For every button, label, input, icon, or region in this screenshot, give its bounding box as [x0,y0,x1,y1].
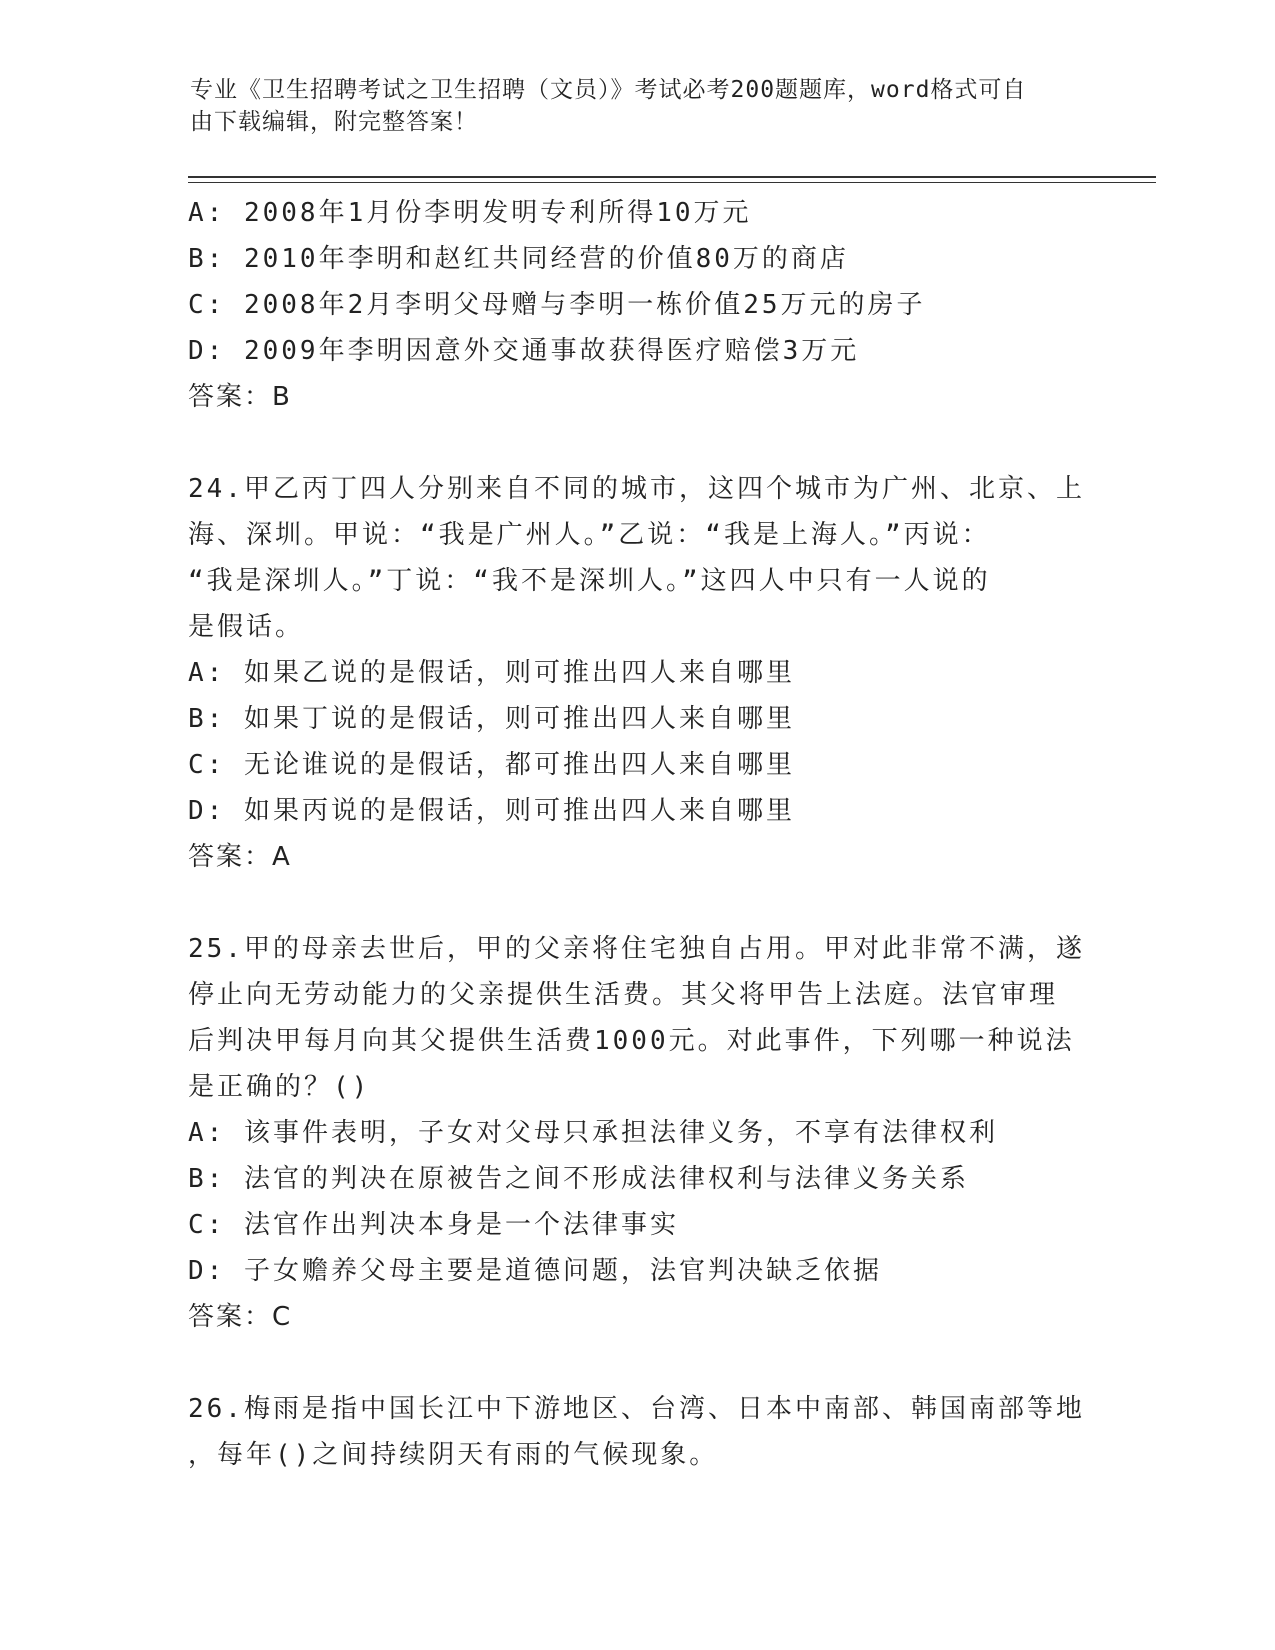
spacer [188,1340,1088,1386]
option-a: A: 2008年1月份李明发明专利所得10万元 [188,198,752,228]
header-line-2: 由下载编辑，附完整答案！ [190,109,478,135]
question-26 [188,1386,1088,1478]
question-stem-line: 后判决甲每月向其父提供生活费1000元。对此事件，下列哪一种说法 [188,1026,1075,1056]
question-stem-line: 海、深圳。甲说：“我是广州人。”乙说：“我是上海人。”丙说： [188,520,991,550]
question-25 [188,926,1088,1340]
spacer [188,420,1088,466]
option-d: D: 子女赡养父母主要是道德问题，法官判决缺乏依据 [188,1256,882,1286]
option-a: A: 如果乙说的是假话，则可推出四人来自哪里 [188,658,795,688]
option-b: B: 法官的判决在原被告之间不形成法律权利与法律义务关系 [188,1164,969,1194]
option-c: C: 2008年2月李明父母赠与李明一栋价值25万元的房子 [188,290,926,320]
option-b: B: 2010年李明和赵红共同经营的价值80万的商店 [188,244,849,274]
document-header [190,74,1080,138]
answer-23: 答案：B [188,382,292,412]
question-stem-line: 停止向无劳动能力的父亲提供生活费。其父将甲告上法庭。法官审理 [188,980,1059,1010]
header-line-1: 专业《卫生招聘考试之卫生招聘（文员）》考试必考200题题库，word格式可自 [190,77,1027,103]
question-24 [188,466,1088,880]
answer-25: 答案：C [188,1302,293,1332]
option-b: B: 如果丁说的是假话，则可推出四人来自哪里 [188,704,795,734]
answer-24: 答案：A [188,842,292,872]
question-content [188,190,1088,1478]
question-stem-line: 26.梅雨是指中国长江中下游地区、台湾、日本中南部、韩国南部等地 [188,1394,1085,1424]
question-stem-line: 是正确的？() [188,1072,371,1102]
option-a: A: 该事件表明，子女对父母只承担法律义务，不享有法律权利 [188,1118,998,1148]
question-stem-line: ，每年()之间持续阴天有雨的气候现象。 [188,1440,719,1470]
option-c: C: 法官作出判决本身是一个法律事实 [188,1210,679,1240]
question-stem-line: 24.甲乙丙丁四人分别来自不同的城市，这四个城市为广州、北京、上 [188,474,1085,504]
question-stem-line: 25.甲的母亲去世后，甲的父亲将住宅独自占用。甲对此非常不满，遂 [188,934,1085,964]
question-23 [188,190,1088,420]
question-stem-line: 是假话。 [188,612,305,642]
option-c: C: 无论谁说的是假话，都可推出四人来自哪里 [188,750,795,780]
option-d: D: 如果丙说的是假话，则可推出四人来自哪里 [188,796,795,826]
header-rule-thin [188,182,1156,183]
option-d: D: 2009年李明因意外交通事故获得医疗赔偿3万元 [188,336,860,366]
header-rule-thick [188,176,1156,178]
question-stem-line: “我是深圳人。”丁说：“我不是深圳人。”这四人中只有一人说的 [188,566,991,596]
spacer [188,880,1088,926]
